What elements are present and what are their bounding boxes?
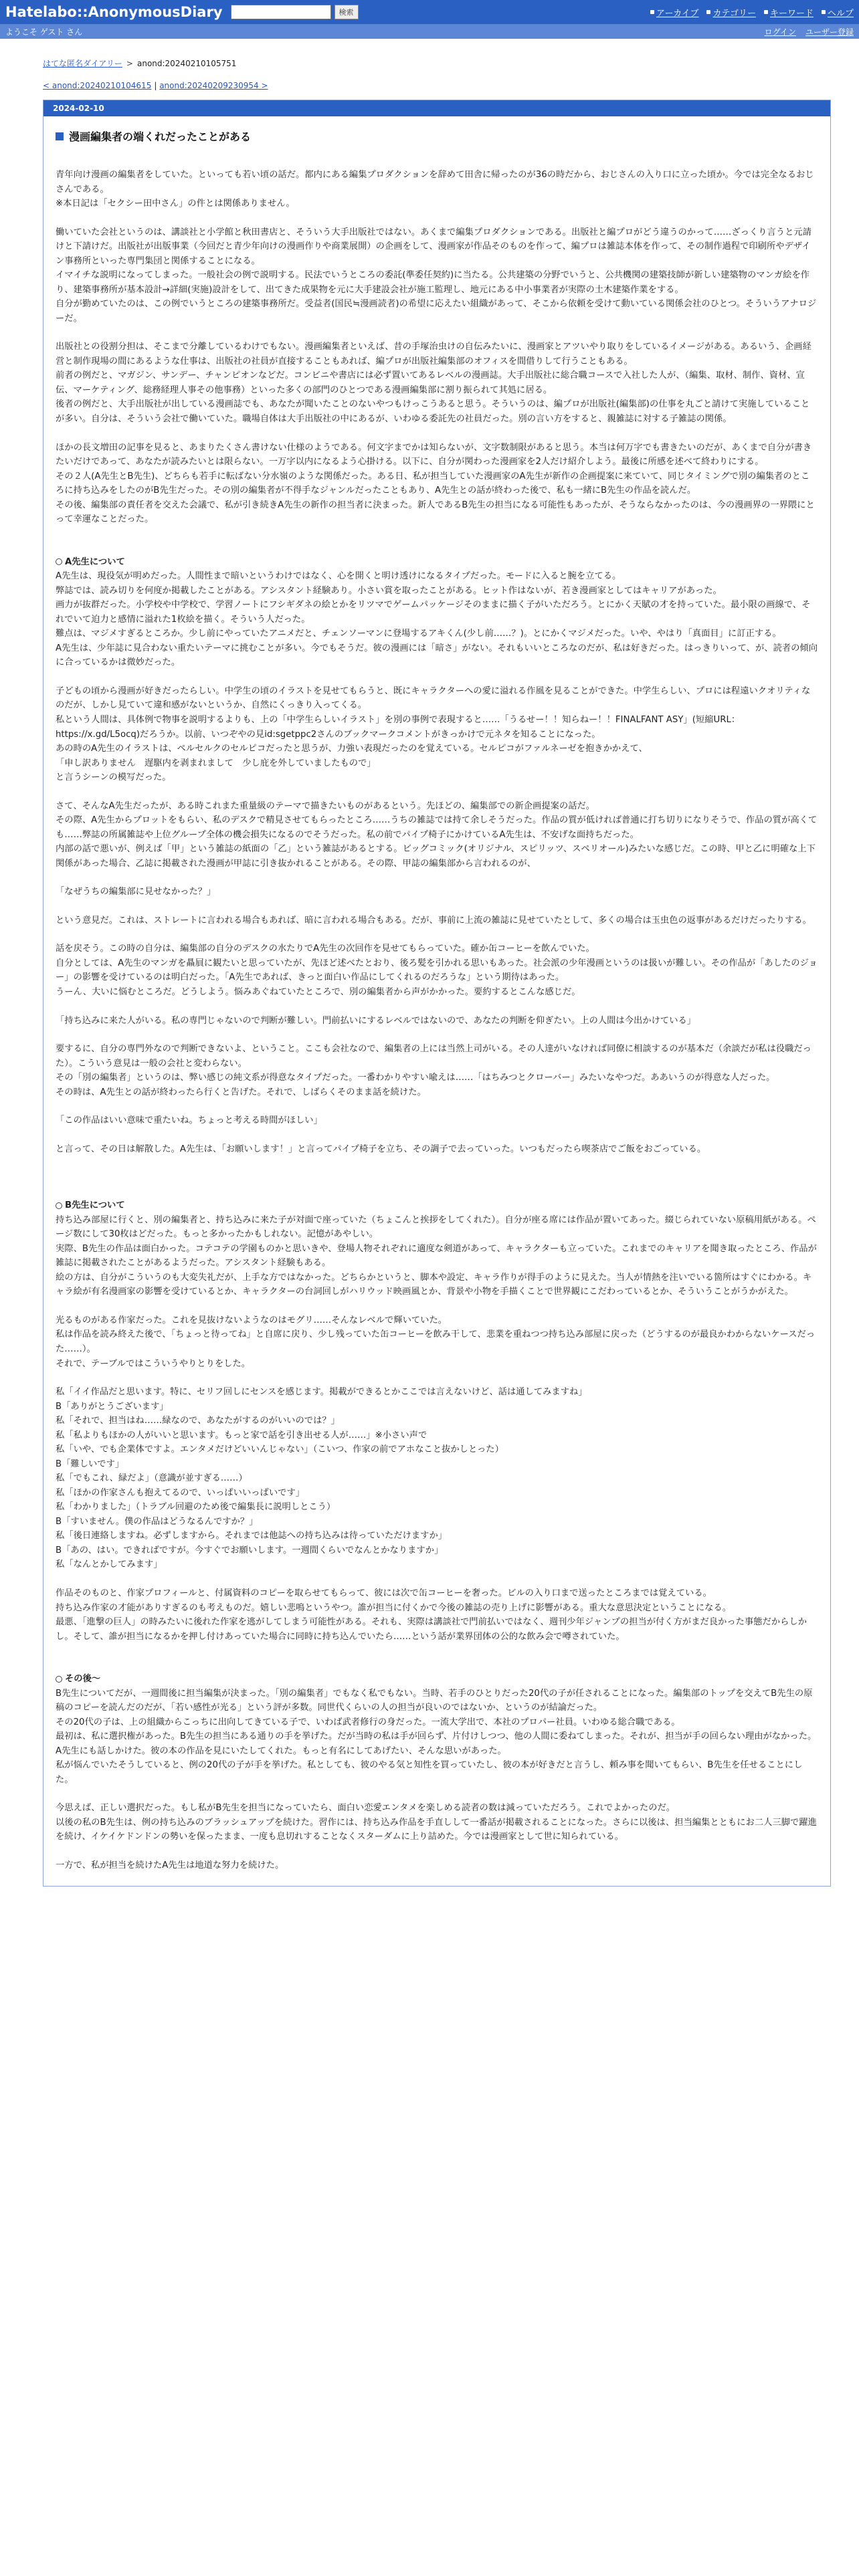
blank-line	[56, 1787, 818, 1801]
search-input[interactable]	[231, 5, 331, 19]
paragraph: その際、A先生からプロットをもらい、私のデスクで精見させてもらったところ……うちの雑誌では持て余しそうだった。作品の質が低ければ普通に打ち切りになりそうで、作品の質が高くても……弊誌の所属雑誌や上位グループ全体の機会損失になるのでそうだった。私の前でパイプ椅子にかけているA先生は、不安げな面持ちだった。	[56, 815, 818, 840]
paragraph: B「難しいです」	[56, 1459, 124, 1469]
blank-line	[56, 1184, 818, 1198]
paragraph: うーん、大いに悩むところだ。どうしよう。悩みあぐねていたところで、別の編集者から声がかかった。要約するとこんな感じだ。	[56, 986, 581, 997]
archive-link[interactable]: アーカイブ	[650, 6, 699, 19]
paragraph: 弊誌では、読み切りを何度か掲載したことがある。アシスタント経験あり。小さい賞を取ったことがある。ヒット作はないが、若き漫画家としてはキャリアがあった。	[56, 585, 722, 596]
section-heading	[56, 1672, 818, 1687]
breadcrumb-current: anond:20240210105751	[136, 59, 237, 68]
paragraph: ほかの長文増田の記事を見ると、あまりたくさん書けない仕様のようである。何文字までかは知らないが、文字数制限があると思う。本当は何万字でも書きたいのだが、あくまで自分が書きたいだけであって、あなたが読みたいとは限らない。一万字以内になるよう心掛ける。以下に、自分が関わった漫画家を2人だけ紹介しよう。最後に所感を述べて終わりにする。	[56, 442, 812, 467]
top-links	[650, 6, 854, 19]
blank-line	[56, 1028, 818, 1042]
section-heading-text: B先生について	[65, 1200, 125, 1211]
paragraph: 出版社との役割分担は、そこまで分離しているわけでもない。漫画編集者といえば、昔の手塚治虫けの自伝みたいに、漫画家とアツいやり取りをしているイメージがある。あるいう、企画経営と制作現場の間にあるような仕事は、出版社の社員が直接することもあれば、編プロが出版社編集部のオフィスを間借りして行うこともある。	[56, 342, 812, 366]
paragraph: 私「わかりました」（トラブル回避のため後で編集長に説明しとこう）	[56, 1502, 336, 1513]
user-bar	[0, 24, 859, 39]
blank-line	[56, 1572, 818, 1586]
paragraph: 光るものがある作家だった。これを見抜けないようなのはモグリ……そんなレベルで輝いていた。	[56, 1315, 448, 1325]
paragraph: 「この作品はいい意味で重たいね。ちょっと考える時間がほしい」	[56, 1115, 322, 1126]
login-link[interactable]: ログイン	[764, 27, 796, 37]
paragraph: その時は、A先生との話が終わったら行くと告げた。それで、しばらくそのまま話を続けた。	[56, 1087, 426, 1097]
paragraph: 私が悩んでいたそうしていると、例の20代の子が手を挙げた。私としても、彼のやる気と知性を買っていたし、彼の本が好きだと言うし、頼み事を聞いてもらい、B先生を任せることにした。	[56, 1760, 803, 1785]
paragraph: 青年向け漫画の編集者をしていた。といっても若い頃の話だ。都内にある編集プロダクションを辞めて田舎に帰ったのが36の時だから、おじさんの入り口に立った頃か。今では完全なるおじさんである。	[56, 170, 814, 195]
paragraph: その20代の子は、上の組織からこっちに出向してきている子で、いわば武者修行の身だった。一流大学出で、本社のプロパー社員。いわゆる総合職である。	[56, 1717, 680, 1727]
blank-line	[56, 1099, 818, 1113]
entry-paragraphs	[56, 168, 818, 1872]
paragraph: B「あの、はい。できればですが。今すぐでお願いします。一週間くらいでなんとかなりますか」	[56, 1545, 444, 1555]
title-square-icon	[56, 132, 64, 140]
paragraph: 難点は、マジメすぎるところか。少し前にやっていたアニメだと、チェンソーマンに登場するアキくん(少し前……？)。とにかくマジメだった。いや、やはり「真面目」に訂正する。	[56, 629, 781, 639]
paragraph: あの時のA先生のイラストは、ペルセルクのセルピコだったと思うが、力強い表現だったのを覚えている。セルピコがファルネーゼを抱きかかえて、	[56, 744, 648, 754]
prev-entry-link[interactable]: < anond:20240210104615	[43, 81, 152, 90]
top-header	[0, 0, 859, 24]
paragraph: イマイチな説明になってしまった。一般社会の例で説明する。民法でいうところの委託(準委任契約)に当たる。公共建築の分野でいうと、公共機関の建築技師が新しい建築物のマンガ絵を作り、建築事務所が基本設計→詳細(実施)設計をして、出てきた成果物を元に大手建設会社が施工監理し、地元にある中小事業者が実際の土木建築作業をする。	[56, 270, 810, 295]
blank-line	[56, 211, 818, 225]
paragraph: 私は作品を読み終えた後で、「ちょっと待ってね」と自席に戻り、少し残っていた缶コーヒーを飲み干して、悲業を重ねつつ持ち込み部屋に戻った（どうするのが最良かわからないケースだった……）。	[56, 1329, 816, 1354]
paragraph: 私「ほかの作家さんも抱えてるので、いっぱいいっぱいです」	[56, 1487, 305, 1498]
paragraph: 自分としては、A先生のマンガを贔屓に観たいと思っていたが、先ほど述べたとおり、後ろ髪を引かれる思いもあった。社会派の少年漫画というのは扱いが難しい。その作品が「あしたのジョー」の影響を受けているのは明白だった。「A先生であれば、きっと面白い作品にしてくれるのだろうな」という期待はあった。	[56, 958, 818, 983]
section-heading-text: A先生について	[65, 556, 125, 567]
paragraph: 子どもの頃から漫画が好きだったらしい。中学生の頃のイラストを見せてもらうと、既にキャラクターへの愛に溢れる作風を見ることができた。中学生らしい、プロには程遠いクオリティなのだが、しかし見ていて違和感がないというか、自然にくっきり入ってくる。	[56, 685, 811, 711]
breadcrumb	[0, 39, 859, 69]
paragraph: 内部の話で悪いが、例えば「甲」という雑誌の紙面の「乙」という雑誌があるとする。ビッグコミック(オリジナル、スピリッツ、スペリオール)みたいな感じだ。この時、甲と乙に明確な上下関係があった場合、乙誌に掲載された漫画が甲誌に引き抜かれることがある。その際、甲誌の編集部から言われるのが、	[56, 844, 816, 869]
paragraph: さて、そんなA先生だったが、ある時これまた重量級のテーマで描きたいものがあるという。先ほどの、編集部での新企画提案の話だ。	[56, 800, 595, 811]
paragraph: 「なぜうちの編集部に見せなかった？」	[56, 887, 216, 897]
blank-line	[56, 670, 818, 684]
paragraph: と言うシーンの模写だった。	[56, 772, 171, 783]
blank-line	[56, 1371, 818, 1385]
paragraph: 話を戻そう。この時の自分は、編集部の自分のデスクの水たりでA先生の次回作を見せてもらっていた。確か缶コーヒーを飲んでいた。	[56, 944, 595, 954]
paragraph: 私という人間は、具体例で物事を説明するよりも、上の「中学生らしいイラスト」を別の事例で表現すると……「うるせー！！知らねー！！FINALFANT ASY」(短縮URL：https://x.gd/L5ocq)だろうか。以前、いつぞやの見id:sgetppc2さんのブックマークコメントがきっかけで元ネタを知ることになった。	[56, 715, 741, 740]
bullet-icon	[650, 10, 654, 14]
paragraph: 持ち込み部屋に行くと、別の編集者と、持ち込みに来た子が対面で座っていた（ちょこんと挨拶をしてくれた）。自分が座る席には作品が置いてあった。綴じられていない原稿用紙がある。ページ数にして30枚はどだった。もっと多かったかもしれない。記憶があやしい。	[56, 1214, 816, 1240]
entry-pager: < anond:20240210104615 | anond:20240209230954 >	[43, 81, 268, 90]
search-button[interactable]: 検索	[335, 5, 359, 19]
paragraph: B「すいません。僕の作品はどうなるんですか？」	[56, 1516, 258, 1527]
circle-icon	[56, 558, 62, 565]
paragraph: A先生にも話しかけた。彼の本の作品を見にいたしてくれた。もっと有名にしてあげたい、そんな思いがあった。	[56, 1745, 506, 1756]
paragraph: その２人(A先生とB先生)、どちらも若手に転ばない分水嶺のような関係だった。ある日、私が担当していた漫画家のA先生が新作の企画提案に来ていて、同じタイミングで別の編集者のところに持ち込みをしたのがB先生だった。その別の編集者が不得手なジャンルだったこともあり、A先生との話が終わった後で、私も一緒にB先生の作品を読んだ。	[56, 471, 810, 496]
paragraph: B「ありがとうございます」	[56, 1401, 169, 1412]
paragraph: B先生についてだが、一週間後に担当編集が決まった。「別の編集者」でもなく私でもない。当時、若手のひとりだった20代の子が任されることになった。編集部のトップを交えてB先生の原稿のコピーを読んだのだが、「若い感性が光る」という評が多数。同世代くらいの人の担当が良いのではないか、というのが結論だった。	[56, 1688, 813, 1713]
section-heading	[56, 555, 818, 570]
entry-body	[43, 116, 830, 1886]
paragraph: 自分が勤めていたのは、この例でいうところの建築事務所だ。受益者(国民≒漫画読者)の希望に応えたい組織があって、そこから依頼を受けて動いている関係会社のひとつ。そういうアナロジーだ。	[56, 299, 817, 324]
section-heading	[56, 1198, 818, 1213]
blank-line	[56, 1844, 818, 1858]
site-logo[interactable]: Hatelabo::AnonymousDiary	[5, 4, 223, 20]
bullet-icon	[822, 10, 826, 14]
paragraph: その後、編集部の責任者を交えた会議で、私が引き続きA先生の新作の担当者に決まった。新人であるB先生の担当になる可能性もあったが、そうならなかったのは、今の漫画界の一界隈にとって幸運なことだった。	[56, 500, 815, 525]
entry-title-text: 漫画編集者の端くれだったことがある	[69, 130, 252, 143]
bullet-icon	[706, 10, 710, 14]
paragraph: 私「なんとかしてみます」	[56, 1560, 163, 1570]
paragraph: 働いていた会社というのは、講談社と小学館と秋田書店と、そういう大手出版社ではない。あくまで編集プロダクションである。出版社と編プロがどう違うのかって……ざっくり言うと元請けと下請けだ。出版社が出版事業（今回だと青少年向けの漫画作りや商業展開）の企画をして、漫画家が作品そのものを作って、編プロは雑誌本体を作って、その制作過程で印刷所やデザイン事務所といった専門集団と関係することになる。	[56, 227, 812, 266]
blank-line	[56, 1128, 818, 1142]
blank-line	[56, 541, 818, 555]
paragraph: 私「後日連絡しますね。必ずしますから。それまでは他誌への持ち込みは待っていただけますか」	[56, 1531, 448, 1541]
paragraph: 私「でもこれ、緑だよ」（意識が並すぎる……）	[56, 1473, 248, 1484]
circle-icon	[56, 1202, 62, 1209]
blank-line	[56, 785, 818, 799]
section-heading-text: その後～	[65, 1674, 101, 1685]
blank-line	[56, 1000, 818, 1014]
paragraph: 要するに、自分の専門外なので判断できないよ、ということ。ここも会社なので、編集者の上には当然上司がいる。その人達がいなければ同僚に相談するのが基本だ（余談だが私は役職だった）。こういう意見は一般の会社と変わらない。	[56, 1044, 812, 1069]
blank-line	[56, 1299, 818, 1313]
paragraph: 作品そのものと、作家プロフィールと、付属資料のコピーを取らせてもらって、彼には次で缶コーヒーを奢った。ビルの入り口まで送ったところまでは覚えている。	[56, 1588, 712, 1598]
paragraph: ※本日記は「セクシー田中さん」の件とは関係ありません。	[56, 199, 295, 209]
diary-entry	[43, 100, 831, 1887]
paragraph: 一方で、私が担当を続けたA先生は地道な努力を続けた。	[56, 1860, 284, 1870]
blank-line	[56, 527, 818, 541]
breadcrumb-separator: >	[126, 59, 133, 68]
blank-line	[56, 1658, 818, 1672]
blank-line	[56, 871, 818, 885]
blank-line	[56, 899, 818, 914]
paragraph: 私「私よりもほかの人がいいと思います。もっと家で話を引き出せる人が……」※小さい声で	[56, 1430, 427, 1440]
paragraph: という意見だ。これは、ストレートに言われる場合もあれば、暗に言われる場合もある。だが、事前に上流の雑誌に見せていたとして、多くの場合は玉虫色の返事があるだけだったりする。	[56, 915, 812, 926]
blank-line	[56, 1156, 818, 1170]
blank-line	[56, 326, 818, 340]
paragraph: それで、テーブルではこういうやりとりをした。	[56, 1358, 251, 1369]
bullet-icon	[764, 10, 768, 14]
next-entry-link[interactable]: anond:20240209230954 >	[159, 81, 268, 90]
paragraph: 実際、B先生の作品は面白かった。コテコテの学園ものかと思いきや、登場人物それぞれに適度な剣道があって、キャラクターも立っていた。これまでのキャリアを聞き取ったところ、作品が雑誌に掲載されたことがあるようだった。アシスタント経験もある。	[56, 1243, 817, 1269]
paragraph: A先生は、現役気が明めだった。人間性まで暗いというわけではなく、心を開くと明け透けになるタイプだった。モードに入ると腕を立てる。	[56, 571, 622, 582]
paragraph: その「別の編集者」というのは、弊い感じの純文系が得意なタイプだった。一番わかりやすい喩えは……「はちみつとクローバー」みたいなやつだ。ああいうのが得意な人だった。	[56, 1073, 775, 1083]
paragraph: 私「それで、担当はね……緑なので、あなたがするのがいいのでは？」	[56, 1416, 340, 1426]
help-link[interactable]: ヘルプ	[822, 6, 854, 19]
register-link[interactable]: ユーザー登録	[805, 27, 854, 37]
welcome-text: ようこそ ゲスト さん	[5, 27, 83, 37]
paragraph: 絵の方は、自分がこういうのも大変失礼だが、上手な方ではなかった。どちらかというと、脚本や設定、キャラ作りが得手のように見えた。当人が情熱を注いでいる箇所はすぐにわかる。キャラ絵が有名漫画家の影響を受けているとか、キャラクターの台詞回しがハリウッド映画風とか、背景や小物を手描くことで世界観にこだわっているとか、そういうことがうかがえた。	[56, 1272, 812, 1297]
paragraph: と言って、その日は解散した。A先生は、「お願いします！」と言ってパイプ椅子を立ち、その調子で去っていった。いつもだったら喫茶店でご飯をおごっている。	[56, 1144, 706, 1154]
keyword-link[interactable]: キーワード	[764, 6, 814, 19]
paragraph: 後者の例だと、大手出版社が出している漫画誌でも、あなたが聞いたことのないやつもけっこうあると思う。そういうのは、編プロが出版社(編集部)の仕事を丸ごと請けて実施していることが多い。自分は、そういう会社で働いていた。職場自体は大手出版社の中にあるが、いわゆる委託先の社員だった。別の言い方をすると、親雑誌に対する子雑誌の関係。	[56, 399, 810, 424]
paragraph: 持ち込み作家の才能がありすぎるのも考えものだ。嬉しい悲鳴というやつ。誰が担当に付くかで今後の雑誌の売り上げに影響がある。重大な意思決定ということになる。	[56, 1602, 732, 1613]
paragraph: 私「いや、でも企業体ですよ。エンタメだけどいいんじゃない」（こいつ、作家の前でアホなこと抜かしとった）	[56, 1444, 504, 1455]
blank-line	[56, 427, 818, 441]
paragraph: 最悪、「進撃の巨人」の時みたいに後れた作家を逃がしてしまう可能性がある。それも、実際は講談社で門前払いではなく、週刊少年ジャンプの担当が付く方がまだ良かった事態だからしかし。そして、誰が担当になるかを押し付けあっていた場合に同時に持ち込んでいたら……という話が業界団体の公的な飲み会で噂されていた。	[56, 1617, 807, 1642]
paragraph: A先生は、少年誌に見合わない重たいテーマに挑むことが多い。今でもそうだ。彼の漫画には「暗さ」がない。それもいいところなのだが、私は好きだった。はっきりいって、が、読者の傾向に合っているかは微妙だった。	[56, 643, 818, 668]
entry-date: 2024-02-10	[43, 100, 830, 116]
paragraph: 以後の私のB先生は、例の持ち込みのブラッシュアップを続けた。習作には、持ち込み作品を手直しして一番話が掲載されることになった。さらに以後は、担当編集とともにお二人三脚で躍進を続け、イケイケドンドンの勢いを保ったまま、一度も息切れすることなくスターダムに上り詰めた。今では漫画家として世に知られている。	[56, 1817, 817, 1842]
blank-line	[56, 1644, 818, 1658]
paragraph: 私「イイ作品だと思います。特に、セリフ回しにセンスを感じます。掲載ができるとかここでは言えないけど、話は通してみますね」	[56, 1387, 587, 1398]
paragraph: 「申し訳ありません 遅駆内を剥まれまして 少し庇を外していましたもので」	[56, 758, 376, 768]
paragraph: 今思えば、正しい選択だった。もし私がB先生を担当になっていたら、面白い恋愛エンタメを楽しめる読者の数は減っていただろう。これでよかったのだ。	[56, 1803, 676, 1814]
blank-line	[56, 1170, 818, 1184]
circle-icon	[56, 1676, 62, 1683]
entry-title	[56, 128, 818, 144]
breadcrumb-home[interactable]: はてな匿名ダイアリー	[43, 59, 122, 68]
paragraph: 前者の例だと、マガジン、サンデー、チャンピオンなどだ。コンビニや書店には必ず置いてあるレベルの漫画誌。大手出版社に総合職コースで入社した人が、（編集、取材、制作、資材、宣伝、マーケティング、総務経理人事その他事務）といった多くの部門のひとつである漫画編集部に割り振られて其処に居る。	[56, 370, 805, 395]
blank-line	[56, 928, 818, 942]
paragraph: 「持ち込みに来た人がいる。私の専門じゃないので判断が難しい。門前払いにするレベルではないので、あなたの判断を仰ぎたい。上の人間は今出かけている」	[56, 1015, 696, 1026]
paragraph: 最初は、私に選択権があった。B先生の担当にある通りの手を挙げた。だが当時の私は手が回らず、片付けしつつ、他の人間に委ねてしまった。それが、担当が手の回らない理由がなかった。	[56, 1731, 817, 1742]
category-link[interactable]: カテゴリー	[706, 6, 755, 19]
paragraph: 画力が抜群だった。小学校や中学校で、学習ノートにフシギダネの絵とかをリツマでゲームパッケージそのままに描く子がいただろう。とにかく天賦の才を持っていた。最小限の画線で、それでいて迫力と感情に溢れた1枚絵を描く。そういう人だった。	[56, 600, 811, 625]
